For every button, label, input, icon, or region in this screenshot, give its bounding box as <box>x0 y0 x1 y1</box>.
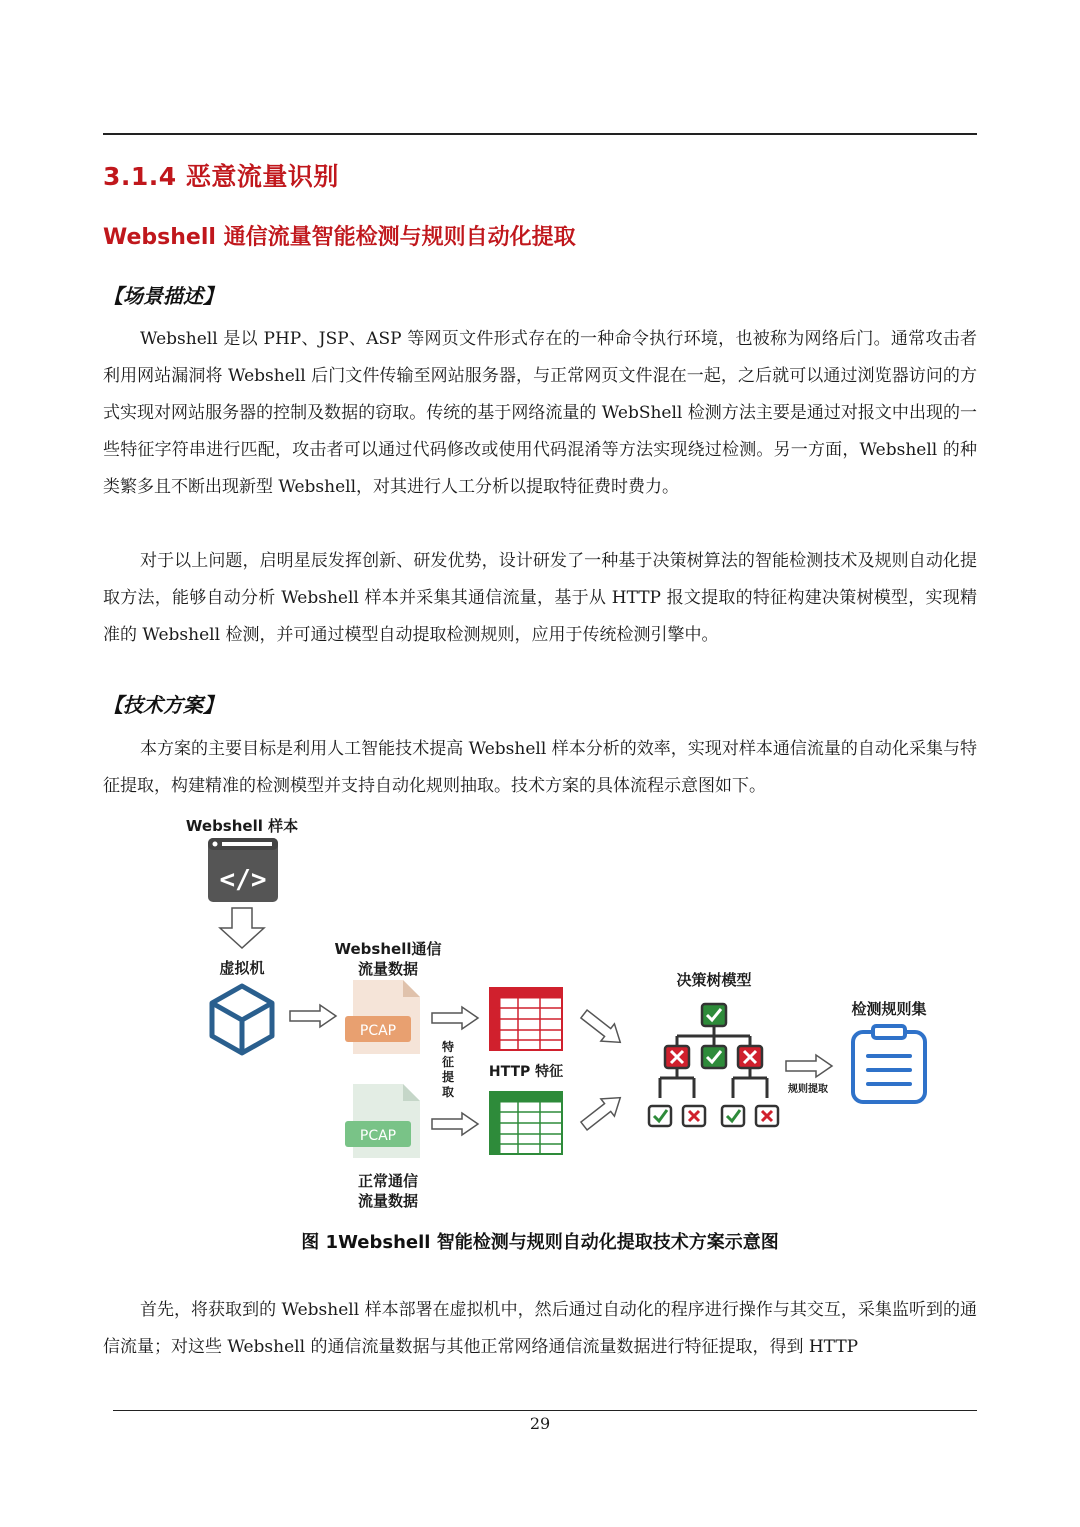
after-paragraph-1: 首先，将获取到的 Webshell 样本部署在虚拟机中，然后通过自动化的程序进行操作与其交互，采集监听到的通信流量；对这些 Webshell 的通信流量数据与其他正常网络通信流量数据进行特征提取，得到 HTTP <box>103 1300 977 1357</box>
page-number: 29 <box>529 1414 551 1433</box>
vm-label: 虚拟机 <box>219 959 265 977</box>
svg-text:PCAP: PCAP <box>359 1128 397 1144</box>
normal-feature-table-icon <box>490 1092 562 1154</box>
pcap-file-icon-normal <box>345 1084 420 1158</box>
arrow-icon <box>432 1113 478 1135</box>
feature-extract-char-1: 特 <box>441 1040 455 1054</box>
pcap-file-icon-webshell <box>345 980 420 1054</box>
scene-paragraph-1: Webshell 是以 PHP、JSP、ASP 等网页文件形式存在的一种命令执行环境，也被称为网络后门。通常攻击者利用网站漏洞将 Webshell 后门文件传输至网站服务器，与正常网页文件混在一起，之后就可以通过浏览器访问的方式实现对网站服务器的控制及数据的窃取。传统的基于网络流量的 WebShell 检测方法主要是通过对报文中出现的一些特征字符串进行匹配，攻击者可以通过代码修改或使用代码混淆等方法实现绕过检测。另一方面，Webshell 的种类繁多且不断出现新型 Webshell，对其进行人工分析以提取特征费时费力。 <box>103 329 977 497</box>
decision-tree-label: 决策树模型 <box>676 971 752 989</box>
arrow-icon <box>290 1005 336 1027</box>
figure-caption: 图 1Webshell 智能检测与规则自动化提取技术方案示意图 <box>301 1232 779 1253</box>
arrow-icon <box>577 1005 627 1051</box>
decision-tree-icon <box>649 1004 778 1126</box>
flow-diagram <box>180 808 960 1218</box>
svg-text:PCAP: PCAP <box>359 1023 397 1039</box>
malicious-feature-table-icon <box>490 988 562 1050</box>
scene-paragraph-2: 对于以上问题，启明星辰发挥创新、研发优势，设计研发了一种基于决策树算法的智能检测技术及规则自动化提取方法，能够自动分析 Webshell 样本并采集其通信流量，基于从 HTTP 报文提取的特征构建决策树模型，实现精准的 Webshell 检测，并可通过模型自动提取检测规则，应用于传统检测引擎中。 <box>103 551 977 645</box>
vm-cube-icon <box>212 986 272 1053</box>
normal-traffic-label: 正常通信 <box>357 1172 419 1190</box>
arrow-icon <box>786 1055 832 1077</box>
footer-rule <box>113 1410 977 1411</box>
subsection-heading: Webshell 通信流量智能检测与规则自动化提取 <box>103 225 576 250</box>
feature-extract-char-2: 征 <box>441 1055 455 1069</box>
section-heading: 3.1.4 恶意流量识别 <box>103 162 339 191</box>
arrow-icon <box>577 1089 627 1135</box>
webshell-traffic-label-2: 流量数据 <box>357 960 419 978</box>
rule-set-label: 检测规则集 <box>851 1000 927 1018</box>
clipboard-icon <box>853 1026 925 1102</box>
feature-extract-char-3: 提 <box>441 1070 455 1084</box>
svg-text:</>: </> <box>219 865 267 895</box>
header-rule <box>103 133 977 135</box>
feature-extract-char-4: 取 <box>441 1085 455 1099</box>
normal-traffic-label-2: 流量数据 <box>357 1192 419 1210</box>
down-arrow-icon <box>220 908 264 948</box>
code-window-icon <box>208 838 278 902</box>
tech-paragraph-1: 本方案的主要目标是利用人工智能技术提高 Webshell 样本分析的效率，实现对样本通信流量的自动化采集与特征提取，构建精准的检测模型并支持自动化规则抽取。技术方案的具体流程示意图如下。 <box>103 739 977 796</box>
http-feature-label: HTTP 特征 <box>488 1064 564 1080</box>
tech-heading: 【技术方案】 <box>103 693 223 717</box>
webshell-traffic-label: Webshell通信 <box>334 940 442 958</box>
rule-extract-label: 规则提取 <box>788 1084 828 1095</box>
scene-heading: 【场景描述】 <box>103 284 223 308</box>
arrow-icon <box>432 1007 478 1029</box>
sample-label: Webshell 样本 <box>185 817 299 835</box>
